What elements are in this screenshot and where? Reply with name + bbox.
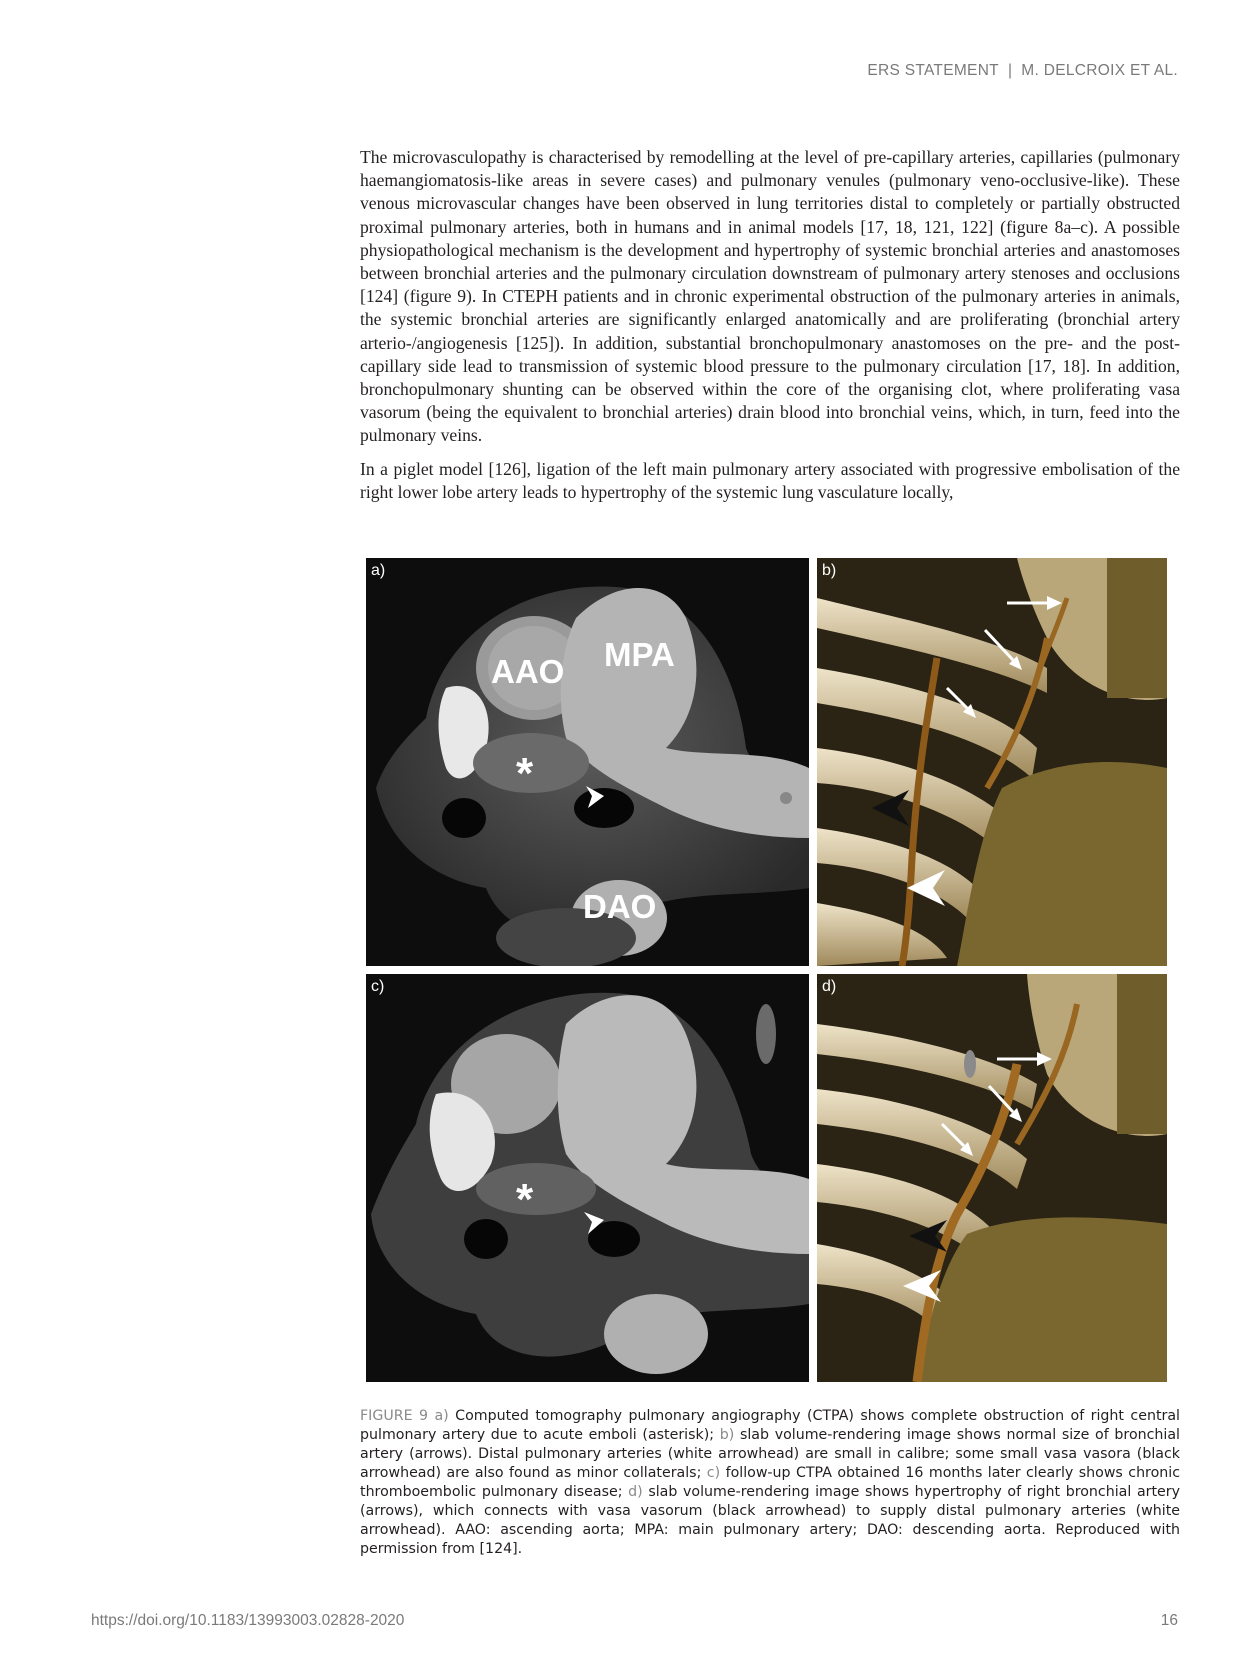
caption-label-d: d) — [628, 1484, 643, 1500]
ct-scan-c — [366, 974, 809, 1382]
annotation-asterisk: * — [516, 749, 534, 798]
annotation-mpa: MPA — [604, 636, 675, 673]
ct-scan-a — [366, 558, 809, 966]
caption-label-c: c) — [706, 1465, 721, 1481]
header-separator: | — [1007, 62, 1013, 79]
paragraph: The microvasculopathy is characterised by remodelling at the level of pre-capillary arteries, capillaries (pulmonary haemangiomatosis-like areas in severe cases) and pulmonary venules (pulmonary veno-occlusive-like). These venous microvascular changes have been observed in lung territories distal to completely or partially obstructed proximal pulmonary arteries, both in humans and in animal models [17, 18, 121, 122] (figure 8a–c). A possible physiopathological mechanism is the development and hypertrophy of systemic bronchial arteries and anastomoses between bronchial arteries and the pulmonary circulation downstream of pulmonary artery stenoses and occlusions [124] (figure 9). In CTEPH patients and in chronic experimental obstruction of the pulmonary arteries in animals, the systemic bronchial arteries are significantly enlarged anatomically and are proliferating (bronchial artery arterio-/angiogenesis [125]). In addition, substantial bronchopulmonary anastomoses on the pre- and the post-capillary side lead to transmission of systemic blood pressure to the pulmonary circulation [17, 18]. In addition, bronchopulmonary shunting can be observed within the core of the organising clot, where proliferating vasa vasorum (being the equivalent to bronchial arteries) drain blood into bronchial veins, which, in turn, feed into the pulmonary veins. — [360, 147, 1180, 446]
doi-link[interactable]: https://doi.org/10.1183/13993003.02828-2020 — [91, 1612, 405, 1629]
panel-label: a) — [371, 562, 386, 579]
figure-caption — [360, 1407, 1180, 1559]
panel-label: c) — [371, 978, 385, 995]
panel-a-ct-image — [366, 558, 809, 966]
paragraph: In a piglet model [126], ligation of the left main pulmonary artery associated with progressive embolisation of the right lower lobe artery leads to hypertrophy of the systemic lung vasculature locally, — [360, 458, 1180, 502]
header-section: ERS STATEMENT — [867, 62, 999, 79]
panel-label: d) — [822, 978, 837, 995]
body-text — [360, 146, 1180, 514]
panel-b-volume-rendering — [817, 558, 1167, 966]
caption-text-b: slab volume-rendering image shows normal size of bronchial artery (arrows). Distal pulmonary arteries (white arrowhead) are small in calibre; some small vasa vasora (black arrowhead) are also found as minor collaterals; — [360, 1427, 1180, 1481]
caption-label-b: b) — [719, 1427, 735, 1443]
annotation-aao: AAO — [491, 653, 565, 690]
caption-label-a: a) — [434, 1408, 449, 1424]
caption-figure-label: FIGURE 9 — [360, 1408, 429, 1424]
running-header — [867, 62, 1178, 80]
panel-label: b) — [822, 562, 837, 579]
header-authors: M. DELCROIX ET AL. — [1021, 62, 1178, 79]
vr-image-b — [817, 558, 1167, 966]
caption-text-d: slab volume-rendering image shows hypertrophy of right bronchial artery (arrows), which connects with vasa vasorum (black arrowhead) to supply distal pulmonary arteries (white arrowhead). AAO: ascending aorta; MPA: main pulmonary artery; DAO: descending aorta. Reproduced with permission from [124]. — [360, 1484, 1180, 1557]
page-number: 16 — [1160, 1612, 1178, 1629]
panel-d-volume-rendering — [817, 974, 1167, 1382]
figure-9 — [366, 558, 1174, 1382]
caption-text-c: follow-up CTPA obtained 16 months later clearly shows chronic thromboembolic pulmonary disease; — [360, 1465, 1180, 1500]
panel-c-ct-image — [366, 974, 809, 1382]
vr-image-d — [817, 974, 1167, 1382]
annotation-dao: DAO — [583, 888, 657, 925]
caption-text-a: Computed tomography pulmonary angiography (CTPA) shows complete obstruction of right central pulmonary artery due to acute emboli (asterisk); — [360, 1408, 1180, 1443]
annotation-asterisk: * — [516, 1175, 534, 1224]
